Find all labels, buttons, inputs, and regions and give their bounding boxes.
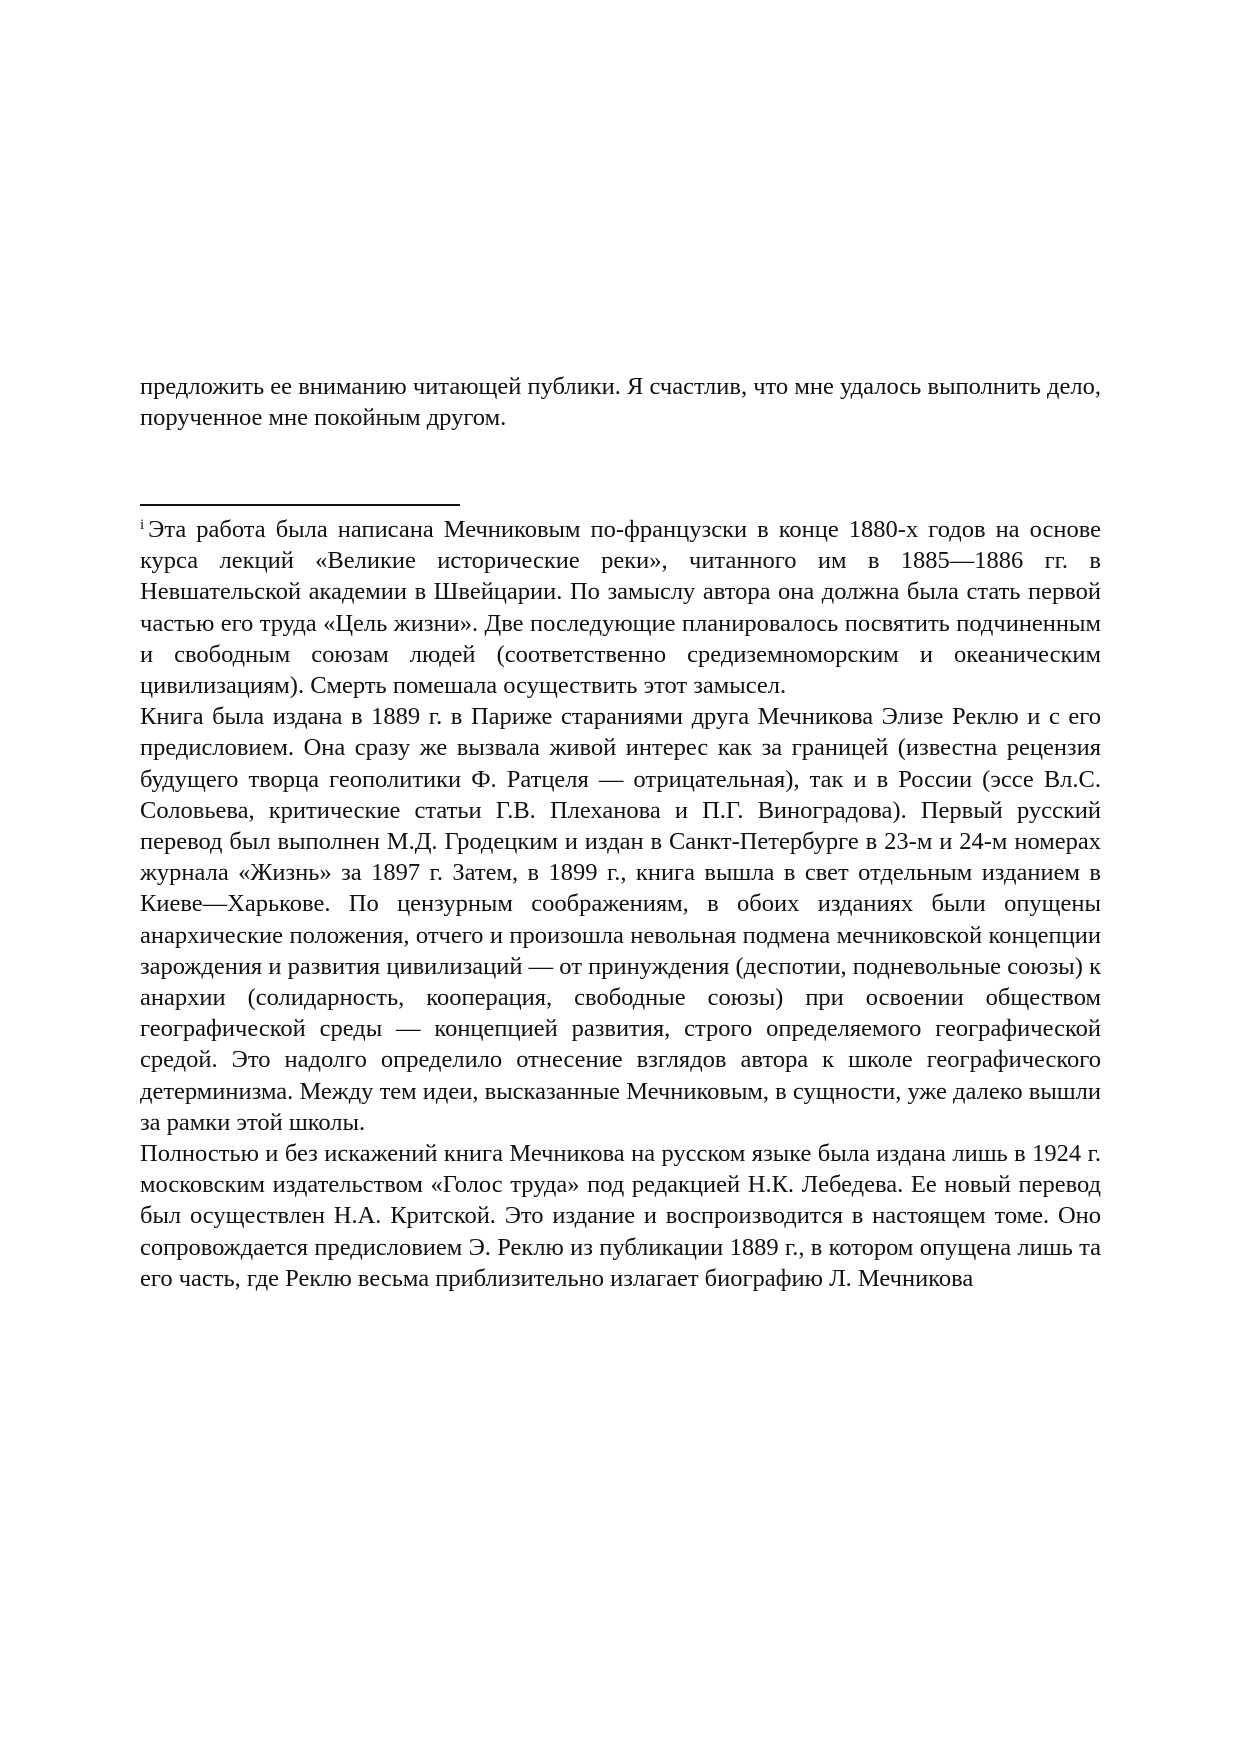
footnote-separator	[140, 504, 460, 506]
footnote-paragraph-1	[140, 514, 1101, 701]
footnote-paragraph-1-text: Эта работа была написана Мечниковым по-французски в конце 1880-х годов на основе курса лекций «Великие исторические реки», читанного им в 1885—1886 гг. в Невшательской академии в Швейцарии. По замыслу автора она должна была стать первой частью его труда «Цель жизни». Две последующие планировалось посвятить подчиненным и свободным союзам людей (соответственно средиземноморским и океаническим цивилизациям). Смерть помешала осуществить этот замысел.	[140, 516, 1101, 700]
footnote-paragraph-3: Полностью и без искажений книга Мечникова на русском языке была издана лишь в 1924 г. московским издательством «Голос труда» под редакцией Н.К. Лебедева. Ее новый перевод был осуществлен Н.А. Критской. Это издание и воспроизводится в настоящем томе. Оно сопровождается предисловием Э. Реклю из публикации 1889 г., в котором опущена лишь та его часть, где Реклю весьма приблизительно излагает биографию Л. Мечникова	[140, 1140, 1101, 1292]
footnote-section	[140, 514, 1101, 1294]
footnote-marker: i	[140, 517, 145, 533]
body-paragraph: предложить ее вниманию читающей публики. Я счастлив, что мне удалось выполнить дело, порученное мне покойным другом.	[140, 373, 1101, 431]
footnote-paragraph-2: Книга была издана в 1889 г. в Париже стараниями друга Мечникова Элизе Реклю и с его предисловием. Она сразу же вызвала живой интерес как за границей (известна рецензия будущего творца геополитики Ф. Ратцеля — отрицательная), так и в России (эссе Вл.С. Соловьева, критические статьи Г.В. Плеханова и П.Г. Виноградова). Первый русский перевод был выполнен М.Д. Гродецким и издан в Санкт-Петербурге в 23-м и 24-м номерах журнала «Жизнь» за 1897 г. Затем, в 1899 г., книга вышла в свет отдельным изданием в Киеве—Харькове. По цензурным соображениям, в обоих изданиях были опущены анархические положения, отчего и произошла невольная подмена мечниковской концепции зарождения и развития цивилизаций — от принуждения (деспотии, подневольные союзы) к анархии (солидарность, кооперация, свободные союзы) при освоении обществом географической среды — концепцией развития, строго определяемого географической средой. Это надолго определило отнесение взглядов автора к школе географического детерминизма. Между тем идеи, высказанные Мечниковым, в сущности, уже далеко вышли за рамки этой школы.	[140, 703, 1101, 1136]
